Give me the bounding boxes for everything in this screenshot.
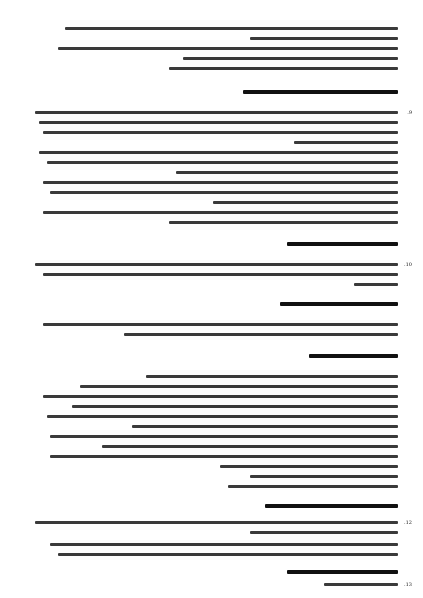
- text-line: [28, 322, 398, 328]
- text-line: [28, 150, 398, 156]
- section-heading: [28, 570, 398, 576]
- text-line: [28, 210, 398, 216]
- text-line: [28, 170, 398, 176]
- text-line: [28, 120, 398, 126]
- text-line: [28, 180, 398, 186]
- section-heading: [28, 354, 398, 360]
- text-line: [28, 552, 398, 558]
- text-line: [28, 464, 398, 470]
- text-line: [28, 200, 398, 206]
- text-line: [28, 424, 398, 430]
- text-line: [28, 190, 398, 196]
- text-line: [28, 140, 398, 146]
- text-line: [28, 220, 398, 226]
- section-heading: [28, 242, 398, 248]
- text-line: [28, 66, 398, 72]
- text-line: [28, 374, 398, 380]
- section-heading: [28, 302, 398, 308]
- text-line: [28, 110, 398, 116]
- text-line: [28, 160, 398, 166]
- section-heading: [28, 90, 398, 96]
- document-page: [28, 10, 412, 590]
- text-line: [28, 404, 398, 410]
- text-line: [28, 262, 398, 268]
- section-heading: [28, 504, 398, 510]
- text-line: [28, 332, 398, 338]
- text-line: [28, 130, 398, 136]
- section-number: 12.: [404, 520, 412, 526]
- text-line: [28, 46, 398, 52]
- text-line: [28, 56, 398, 62]
- text-line: [28, 542, 398, 548]
- text-line: [28, 282, 398, 288]
- text-line: [28, 582, 398, 588]
- text-line: [28, 454, 398, 460]
- text-line: [28, 384, 398, 390]
- text-line: [28, 484, 398, 490]
- text-line: [28, 272, 398, 278]
- text-line: [28, 530, 398, 536]
- section-number: 10.: [404, 262, 412, 268]
- text-line: [28, 520, 398, 526]
- text-line: [28, 474, 398, 480]
- text-line: [28, 414, 398, 420]
- text-line: [28, 394, 398, 400]
- text-line: [28, 26, 398, 32]
- section-number: 9.: [407, 110, 412, 116]
- section-number: 13.: [404, 582, 412, 588]
- text-line: [28, 444, 398, 450]
- text-line: [28, 36, 398, 42]
- text-line: [28, 434, 398, 440]
